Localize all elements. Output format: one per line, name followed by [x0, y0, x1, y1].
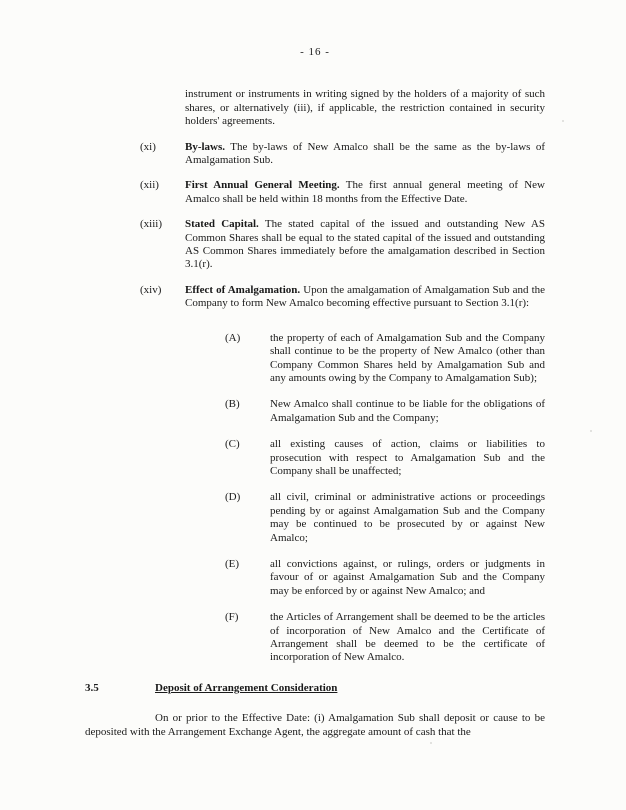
subclause-c	[225, 438, 545, 478]
subclause-label: (A)	[225, 331, 241, 344]
subclause-e	[225, 558, 545, 598]
clause-xiii	[140, 218, 545, 272]
clause-label: (xii)	[140, 179, 159, 192]
subclause-f	[225, 611, 545, 665]
clause-text: The by-laws of New Amalco shall be the same as the by-laws of Amalgamation Sub.	[185, 140, 545, 167]
subclause-label: (D)	[225, 491, 241, 504]
clause-title: Stated Capital.	[185, 218, 259, 231]
subclause-text: all civil, criminal or administrative actions or proceedings pending by or against Amalgamation Sub and the Company may be continued to be prosecuted by or against New Amalco;	[270, 491, 545, 544]
clause-title: Effect of Amalgamation.	[185, 283, 301, 296]
clause-xiv	[140, 284, 545, 311]
section-number: 3.5	[85, 681, 99, 694]
clause-body	[185, 284, 545, 311]
paragraph-continuation: instrument or instruments in writing signed by the holders of a majority of such shares, or alternatively (iii), if applicable, the restriction contained in security holders' agreements.	[185, 88, 545, 128]
section-heading-row	[85, 682, 545, 695]
clause-title: By-laws.	[185, 140, 226, 153]
subclause-text: all convictions against, or rulings, orders or judgments in favour of or against Amalgamation Sub and the Company may be enforced by or against New Amalco; and	[270, 557, 545, 597]
scan-speck	[562, 120, 564, 122]
subclause-text: all existing causes of action, claims or liabilities to prosecution with respect to Amalgamation Sub and the Company shall be unaffected;	[270, 438, 545, 477]
clause-label: (xi)	[140, 140, 156, 153]
clause-xii	[140, 179, 545, 206]
paragraph-closing: On or prior to the Effective Date: (i) Amalgamation Sub shall deposit or cause to be deposited with the Arrangement Exchange Agent, the aggregate amount of cash that the	[85, 712, 545, 738]
subclause-label: (B)	[225, 398, 240, 411]
subclause-label: (E)	[225, 557, 240, 570]
clause-body	[185, 141, 545, 168]
clause-text: Upon the amalgamation of Amalgamation Sub and the Company to form New Amalco becoming effective pursuant to Section 3.1(r):	[185, 283, 546, 310]
section-title: Deposit of Arrangement Consideration	[155, 681, 338, 694]
subclause-text: New Amalco shall continue to be liable for the obligations of Amalgamation Sub and the Company;	[270, 398, 545, 424]
scan-speck	[430, 742, 432, 744]
subclause-text: the Articles of Arrangement shall be deemed to be the articles of incorporation of New Amalco and the Certificate of Arrangement shall be deemed to be the certificate of incorporation of New Amalco.	[270, 611, 545, 664]
clause-body	[185, 179, 545, 206]
subclause-d	[225, 491, 545, 545]
clause-label: (xiii)	[140, 218, 162, 231]
page-number: - 16 -	[300, 46, 330, 58]
clause-text: The stated capital of the issued and outstanding New AS Common Shares shall be equal to the stated capital of the issued and outstanding AS Common Shares immediately before the amalgamation described in Section 3.1(r).	[185, 218, 545, 271]
subclause-b	[225, 398, 545, 425]
subclause-text: the property of each of Amalgamation Sub and the Company shall continue to be the property of New Amalco (other than Company Common Shares held by Amalgamation Sub and any amounts owing by the Company to Amalgamation Sub);	[270, 331, 545, 384]
subclause-a	[225, 332, 545, 386]
clause-xi	[140, 141, 545, 168]
subclause-label: (C)	[225, 438, 240, 451]
scan-speck	[590, 430, 592, 432]
clause-body	[185, 218, 545, 272]
subclause-label: (F)	[225, 611, 239, 624]
clause-title: First Annual General Meeting.	[185, 179, 340, 192]
clause-text: The first annual general meeting of New Amalco shall be held within 18 months from the Effective Date.	[185, 179, 545, 205]
clause-label: (xiv)	[140, 283, 162, 296]
